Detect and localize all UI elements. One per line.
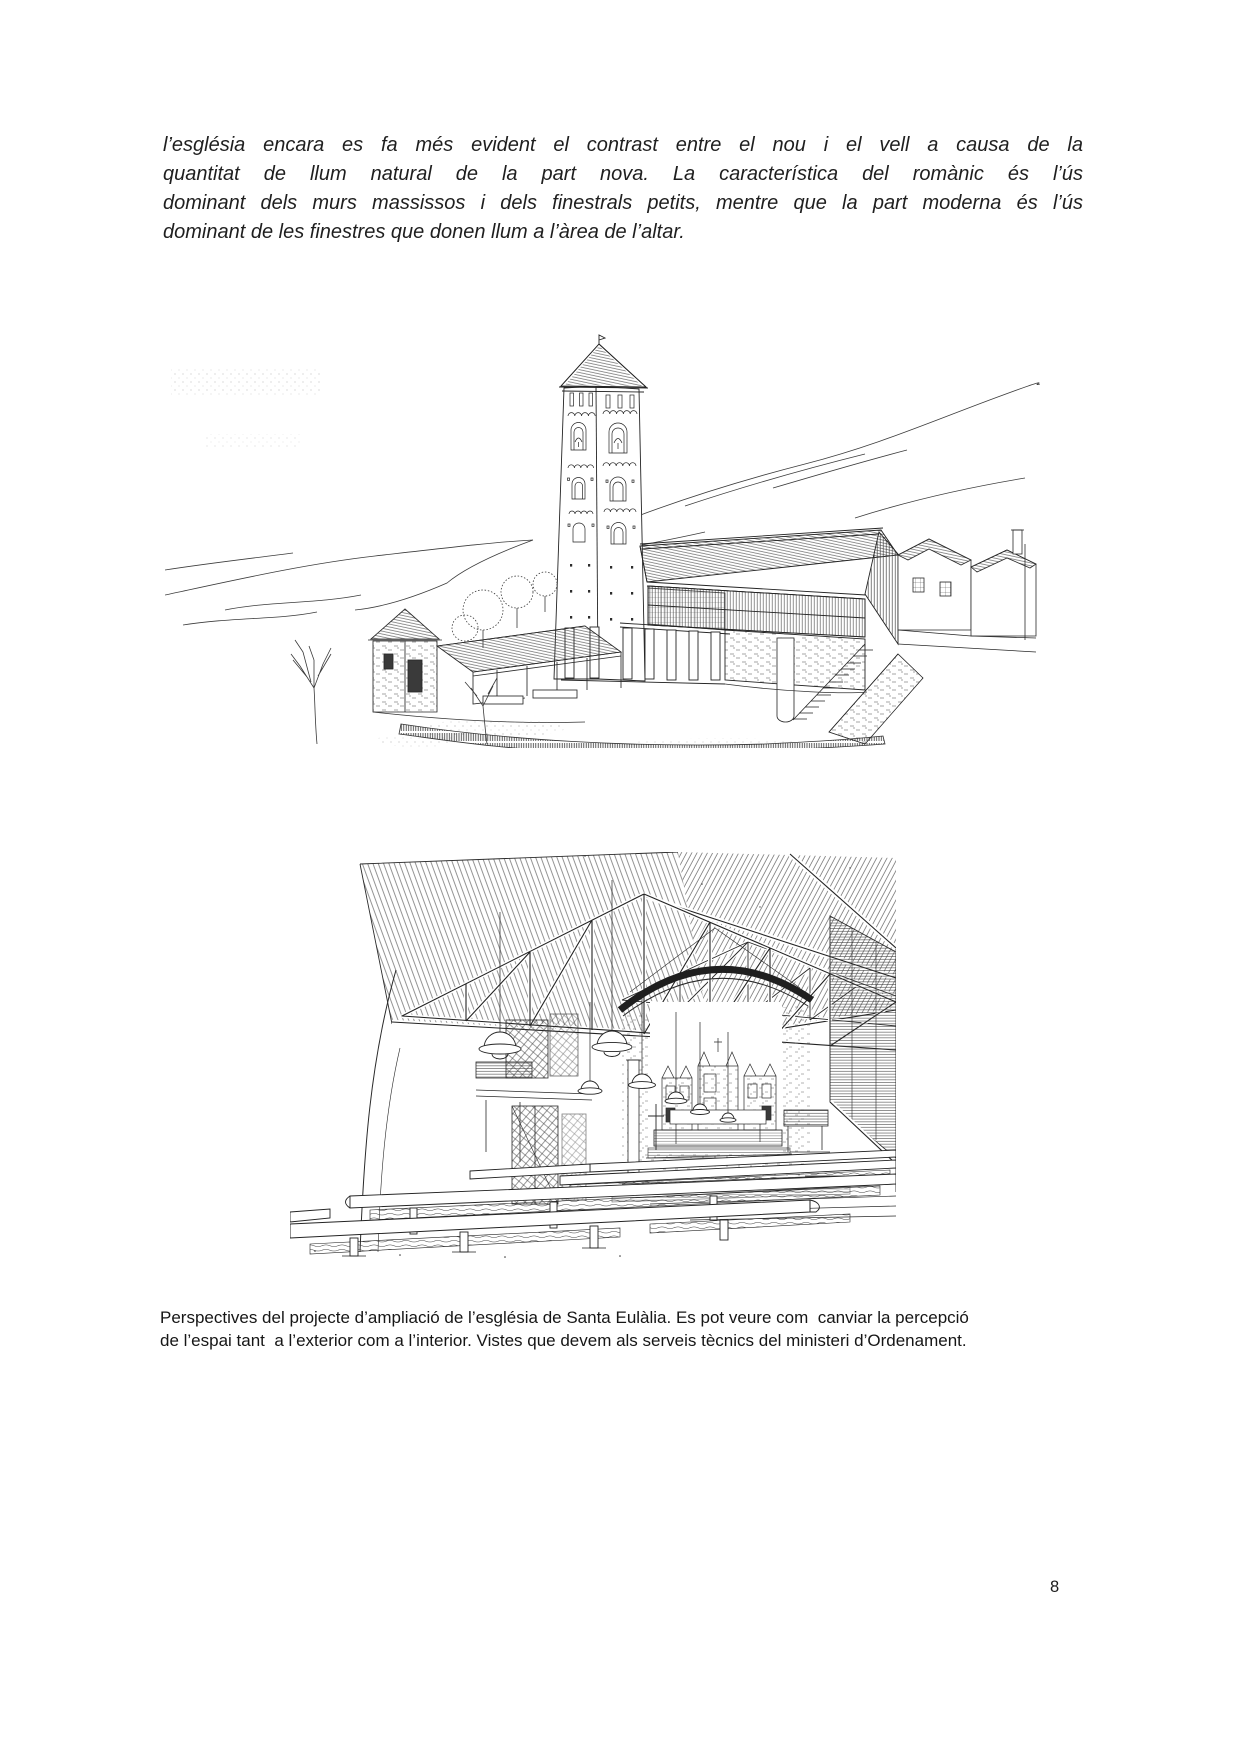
body-paragraph [163, 131, 1083, 247]
village-buildings [898, 530, 1036, 652]
interior-perspective-figure [290, 852, 896, 1258]
page-number: 8 [1050, 1578, 1060, 1596]
caption-line: Perspectives del projecte d’ampliació de l’església de Santa Eulàlia. Es pot veure com canviar la percepció [160, 1308, 969, 1327]
exterior-perspective-drawing [165, 292, 1040, 748]
scan-speckles [171, 368, 321, 447]
pews [290, 1150, 896, 1258]
figure-caption [160, 1306, 1100, 1352]
paragraph-line: quantitat de llum natural de la part nova. La característica del romànic és l’ús [163, 163, 1083, 185]
exterior-perspective-figure [165, 292, 1040, 748]
paragraph-line: l’església encara es fa més evident el contrast entre el nou i el vell a causa de la [163, 134, 1083, 156]
paragraph-line: dominant dels murs massissos i dels finestrals petits, mentre que la part moderna és l’ús [163, 192, 1083, 214]
stone-wall [373, 684, 885, 748]
paragraph-line: dominant de les finestres que donen llum a l’àrea de l’altar. [163, 221, 685, 243]
caption-line: de l’espai tant a l’exterior com a l’interior. Vistes que devem als serveis tècnics del ministeri d’Ordenament. [160, 1331, 967, 1350]
interior-perspective-drawing [290, 852, 896, 1258]
